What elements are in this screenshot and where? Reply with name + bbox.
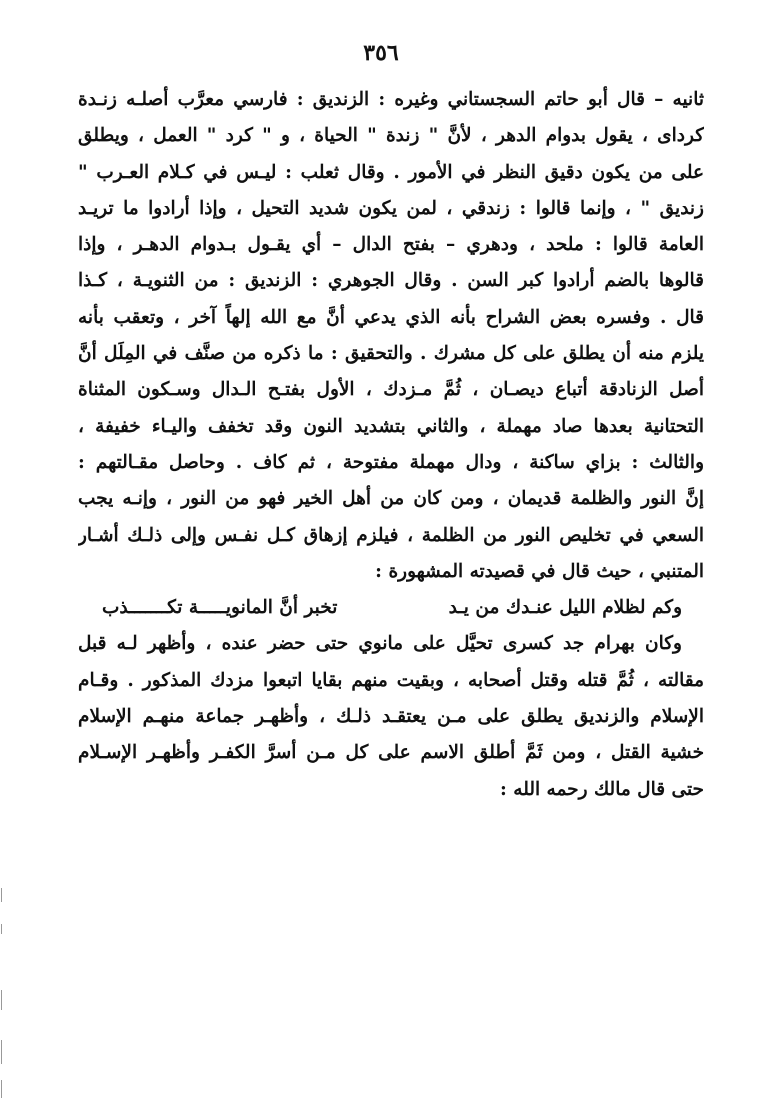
- verse-second-hemistich: تخبر أنَّ المانويـــــة تكـــــــذب: [102, 597, 338, 619]
- scan-edge-mark: [1, 888, 2, 902]
- text-line: زنديق " ، وإنما قالوا : زندقي ، لمن يكون شديد التحيل ، وإذا أرادوا ما تريـد: [78, 197, 704, 219]
- text-line: حتى قال مالك رحمه الله :: [500, 778, 704, 800]
- text-line: مقالته ، ثُمَّ قتله وقتل أصحابه ، وبقيت منهم بقايا اتبعوا مزدك المذكور . وقـام: [78, 669, 704, 691]
- verse-first-hemistich: وكم لظلام الليل عنـدك من يـد: [448, 597, 682, 619]
- poetry-verse: [78, 590, 704, 626]
- text-line: إنَّ النور والظلمة قديمان ، ومن كان من أهل الخير فهو من النور ، وإنـه يجب: [78, 488, 704, 510]
- text-line: وكان بهرام جد كسرى تحيَّل على مانوي حتى حضر عنده ، وأظهر لـه قبل: [78, 633, 682, 655]
- body-text: [78, 82, 704, 808]
- text-line: خشية القتل ، ومن ثَمَّ أطلق الاسم على كل مـن أسرَّ الكفـر وأظهـر الإسـلام: [78, 742, 704, 764]
- scan-edge-mark: [1, 924, 2, 934]
- text-line: التحتانية بعدها صاد مهملة ، والثاني بتشديد النون وقد تخفف واليـاء خفيفة ،: [78, 415, 704, 437]
- text-line: على من يكون دقيق النظر في الأمور . وقال ثعلب : ليـس في كـلام العـرب ": [78, 161, 704, 183]
- text-line: يلزم منه أن يطلق على كل مشرك . والتحقيق : ما ذكره من صنَّف في المِلَل أنَّ: [78, 343, 704, 365]
- scan-edge-marks: [0, 880, 3, 1103]
- text-line: السعي في تخليص النور من الظلمة ، فيلزم إزهاق كـل نفـس وإلى ذلـك أشـار: [78, 524, 704, 546]
- scan-edge-mark: [1, 990, 2, 1010]
- text-line: كرداى ، يقول بدوام الدهر ، لأنَّ " زندة " الحياة ، و " كرد " العمل ، ويطلق: [78, 125, 704, 147]
- text-line: العامة قالوا : ملحد ، ودهري – بفتح الدال – أي يقـول بـدوام الدهـر ، وإذا: [78, 234, 704, 256]
- text-line: والثالث : بزاي ساكنة ، ودال مهملة مفتوحة ، ثم كاف . وحاصل مقـالتهم :: [78, 451, 704, 473]
- scan-edge-mark: [1, 1080, 2, 1098]
- text-line: قال . وفسره بعض الشراح بأنه الذي يدعي أنَّ مع الله إلهاً آخر ، وتعقب بأنه: [78, 306, 704, 328]
- scan-edge-mark: [1, 1040, 2, 1064]
- text-line: قالوها بالضم أرادوا كبر السن . وقال الجوهري : الزنديق : من الثنويـة ، كـذا: [78, 270, 704, 292]
- text-line: الإسلام والزنديق يطلق على مـن يعتقـد ذلـك ، وأظهـر جماعة منهـم الإسلام: [78, 706, 704, 728]
- text-line: ثانيه – قال أبو حاتم السجستاني وغيره : الزنديق : فارسي معرَّب أصلـه زنـدة: [78, 89, 704, 110]
- page-number: ٣٥٦: [363, 40, 399, 66]
- text-line: المتنبي ، حيث قال في قصيدته المشهورة :: [375, 560, 704, 582]
- text-line: أصل الزنادقة أتباع ديصـان ، ثُمَّ مـزدك ، الأول بفتـح الـدال وسـكون المثناة: [78, 379, 704, 401]
